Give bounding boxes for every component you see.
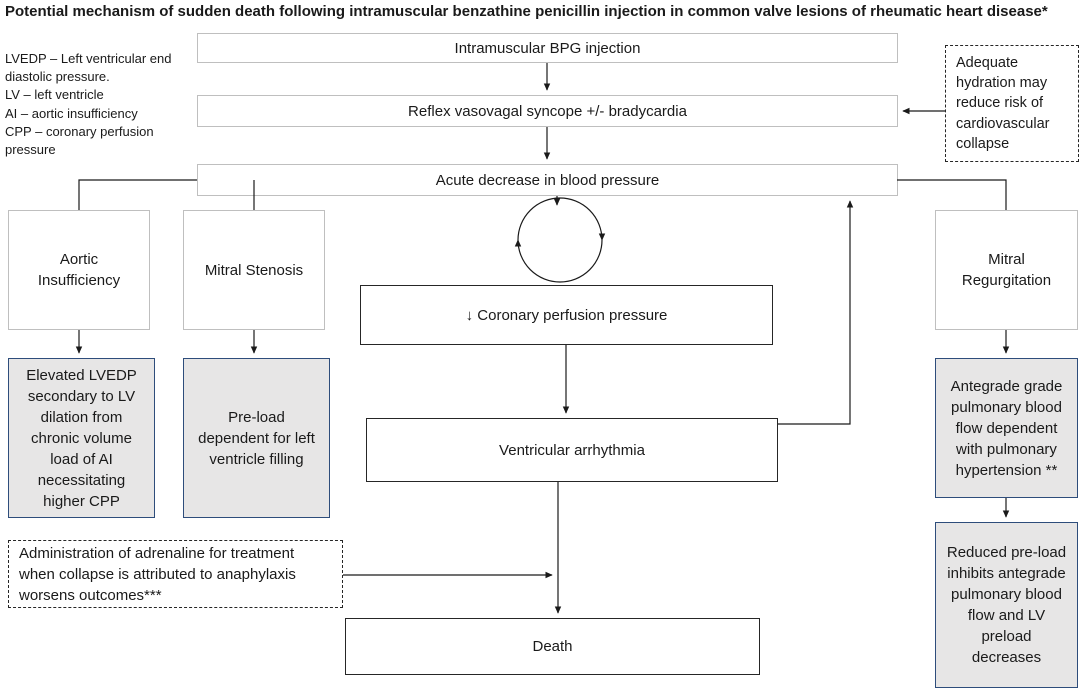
note-box-adrenaline: Administration of adrenaline for treatment when collapse is attributed to anaphylaxis worsens outcomes*** bbox=[8, 540, 343, 608]
legend-line-ai: AI – aortic insufficiency bbox=[5, 105, 138, 121]
cycle-icon bbox=[518, 240, 602, 282]
branch-box-aortic-insufficiency: Aortic Insufficiency bbox=[8, 210, 150, 330]
note-box-hydration: Adequate hydration may reduce risk of cardiovascular collapse bbox=[945, 45, 1079, 162]
branch-box-elevated-lvedp: Elevated LVEDP secondary to LV dilation from chronic volume load of AI necessitating higher CPP bbox=[8, 358, 155, 518]
arrow-arrhythmia-feedback-to-acute bbox=[778, 201, 850, 424]
branch-box-preload-dependent: Pre-load dependent for left ventricle filling bbox=[183, 358, 330, 518]
flow-box-ventricular-arrhythmia: Ventricular arrhythmia bbox=[366, 418, 778, 482]
branch-box-antegrade-flow: Antegrade grade pulmonary blood flow dependent with pulmonary hypertension ** bbox=[935, 358, 1078, 498]
flow-box-bpg-injection: Intramuscular BPG injection bbox=[197, 33, 898, 63]
page-title: Potential mechanism of sudden death following intramuscular benzathine penicillin injection in common valve lesions of rheumatic heart disease* bbox=[5, 3, 1048, 20]
branch-box-mitral-stenosis: Mitral Stenosis bbox=[183, 210, 325, 330]
flow-box-death: Death bbox=[345, 618, 760, 675]
legend-line-cpp: CPP – coronary perfusion pressure bbox=[5, 123, 154, 157]
legend-line-lv: LV – left ventricle bbox=[5, 87, 104, 103]
legend-line-lvedp: LVEDP – Left ventricular end diastolic pressure. bbox=[5, 51, 172, 85]
connector-acute-to-aortic bbox=[79, 180, 197, 210]
cycle-icon bbox=[518, 198, 602, 240]
connector-acute-to-regurgitation bbox=[897, 180, 1006, 210]
branch-box-mitral-regurgitation: Mitral Regurgitation bbox=[935, 210, 1078, 330]
legend bbox=[5, 50, 175, 159]
branch-box-reduced-preload: Reduced pre-load inhibits antegrade pulmonary blood flow and LV preload decreases bbox=[935, 522, 1078, 688]
flow-box-vasovagal-syncope: Reflex vasovagal syncope +/- bradycardia bbox=[197, 95, 898, 127]
flow-box-acute-bp-decrease: Acute decrease in blood pressure bbox=[197, 164, 898, 196]
flow-box-coronary-perfusion-pressure: ↓ Coronary perfusion pressure bbox=[360, 285, 773, 345]
